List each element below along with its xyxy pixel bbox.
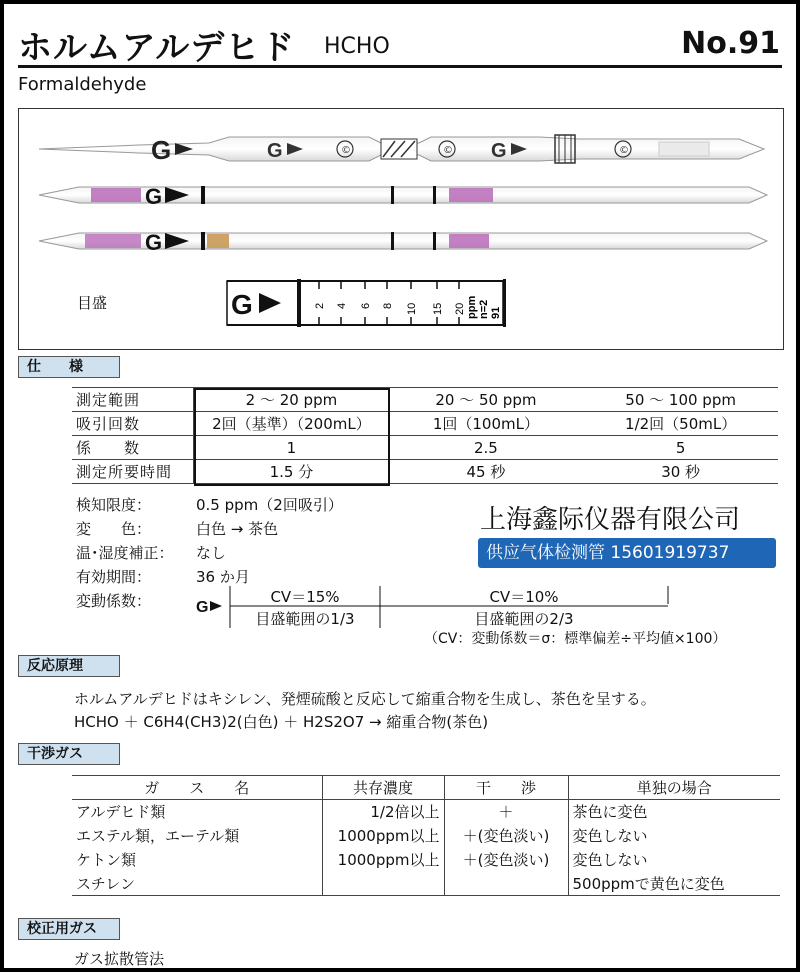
spec-row <box>72 388 778 412</box>
spec-cell: 2回（基準）（200mL） <box>194 412 389 436</box>
cv-value-2: CV＝10% <box>489 588 559 606</box>
document-page <box>4 4 796 968</box>
table-cell <box>444 872 568 896</box>
table-cell: 変色しない <box>572 827 648 845</box>
spec-cell: 2.5 <box>389 436 584 460</box>
copyright-mark: © <box>619 145 629 156</box>
section-reaction: 反応原理 <box>18 655 120 677</box>
table-cell: 500ppmで黄色に変色 <box>568 872 780 896</box>
scale-tick-label: 15 <box>432 302 444 315</box>
scale-tick-label: 8 <box>382 302 394 309</box>
used-tube <box>39 230 767 255</box>
scale-diagram <box>227 279 506 327</box>
table-cell <box>322 872 444 896</box>
tube-illustration <box>18 108 784 350</box>
table-cell: 1/2倍以上 <box>322 800 444 824</box>
table-cell: ＋(変色淡い) <box>444 848 568 872</box>
page-title: ホルムアルデヒド <box>18 28 296 68</box>
table-row <box>72 848 780 872</box>
scale-tick-label: 4 <box>336 302 348 309</box>
reaction-text: ホルムアルデヒドはキシレン、発煙硫酸と反応して縮重合物を生成し、茶色を呈する。 <box>74 690 656 708</box>
g-logo: G <box>267 140 283 162</box>
detail-row <box>76 518 278 539</box>
table-cell: 1000ppm以上 <box>322 848 444 872</box>
spec-row-label: 測定所要時間 <box>72 460 194 484</box>
standard-range-frame <box>194 388 390 486</box>
scale-tick-label: 10 <box>406 302 418 315</box>
detail-label: 変動係数： <box>76 592 152 610</box>
table-cell: ＋(変色淡い) <box>444 824 568 848</box>
cv-note: （CV：変動係数＝σ：標準偏差÷平均値×100） <box>424 631 727 647</box>
section-spec: 仕 様 <box>18 356 120 378</box>
cv-range-2: 目盛範囲の2/3 <box>474 610 574 628</box>
scale-tick-label: 2 <box>314 302 326 309</box>
tube-number: No.91 <box>681 26 780 61</box>
col-header: 単独の場合 <box>568 776 780 800</box>
g-logo: G <box>196 599 209 616</box>
spec-cell: 1回（100mL） <box>389 412 584 436</box>
spec-table <box>72 387 778 484</box>
col-header: 干 渉 <box>444 776 568 800</box>
spec-row-label: 測定範囲 <box>72 388 194 412</box>
spec-row-label: 係 数 <box>72 436 194 460</box>
reaction-formula: HCHO ＋ C6H4(CH3)2(白色) ＋ H2S2O7 → 縮重合物(茶色) <box>74 713 489 731</box>
detail-value: 36 か月 <box>196 568 250 586</box>
section-interference: 干渉ガス <box>18 743 120 765</box>
detail-value: なし <box>196 544 227 562</box>
title-bar <box>18 18 782 68</box>
cv-value-1: CV＝15% <box>270 588 340 606</box>
scale-label: 目盛 <box>77 294 108 312</box>
table-cell: アルデヒド類 <box>72 800 322 824</box>
g-logo: G <box>151 135 172 165</box>
scale-n-label: n=2 <box>478 299 490 319</box>
table-cell: 1000ppm以上 <box>322 824 444 848</box>
table-row <box>72 800 780 824</box>
outer-tube <box>39 135 764 165</box>
spec-cell: 2 ～ 20 ppm <box>194 388 389 412</box>
spec-cell: 20 ～ 50 ppm <box>389 388 584 412</box>
detail-label: 変 色： <box>76 520 152 538</box>
spec-row <box>72 436 778 460</box>
tube-drawing <box>19 109 785 351</box>
cv-range-1: 目盛範囲の1/3 <box>255 610 355 628</box>
page-subtitle: Formaldehyde <box>18 74 147 95</box>
copyright-mark: © <box>443 145 453 156</box>
unused-tube <box>39 184 767 209</box>
detail-row <box>76 542 226 563</box>
g-logo: G <box>231 289 253 320</box>
table-cell: エステル類，エーテル類 <box>72 824 322 848</box>
spec-cell: 1/2回（50mL） <box>583 412 778 436</box>
table-cell: ＋ <box>444 800 568 824</box>
scale-tick-label: 6 <box>360 302 372 309</box>
scale-unit-label: ppm <box>466 295 478 319</box>
g-logo: G <box>491 140 507 162</box>
section-calibration: 校正用ガス <box>18 918 120 940</box>
watermark-company: 上海鑫际仪器有限公司 <box>480 505 741 535</box>
detail-label: 有効期間： <box>76 568 152 586</box>
watermark-contact: 供应气体检测管 15601919737 <box>478 538 776 568</box>
g-logo: G <box>145 184 163 209</box>
spec-cell: 5 <box>583 436 778 460</box>
spec-cell: 30 秒 <box>583 460 778 484</box>
chemical-formula: HCHO <box>324 34 390 59</box>
spec-cell: 45 秒 <box>389 460 584 484</box>
table-row <box>72 824 780 848</box>
spec-cell: 1.5 分 <box>194 460 389 484</box>
calibration-method: ガス拡散管法 <box>74 950 165 968</box>
cv-diagram <box>194 584 674 628</box>
col-header: ガ ス 名 <box>72 776 322 800</box>
g-logo: G <box>145 230 163 255</box>
scale-tick-label: 20 <box>454 302 466 315</box>
table-row <box>72 872 780 896</box>
spec-row <box>72 460 778 484</box>
spec-row-label: 吸引回数 <box>72 412 194 436</box>
detail-value: 0.5 ppm（2回吸引） <box>196 496 343 514</box>
spec-row <box>72 412 778 436</box>
scale-no-label: 91 <box>490 306 502 319</box>
detail-row <box>76 494 343 515</box>
table-cell: スチレン <box>72 872 322 896</box>
table-cell: 茶色に変色 <box>572 803 648 822</box>
detail-value: 白色 → 茶色 <box>196 520 279 538</box>
detail-label: 温･湿度補正： <box>76 544 174 562</box>
spec-cell: 50 ～ 100 ppm <box>583 388 778 412</box>
table-cell: ケトン類 <box>72 848 322 872</box>
table-cell: 変色しない <box>572 851 648 869</box>
detail-row <box>76 590 196 611</box>
interference-table <box>72 775 780 896</box>
spec-cell: 1 <box>194 436 389 460</box>
col-header: 共存濃度 <box>322 776 444 800</box>
detail-label: 検知限度： <box>76 496 152 514</box>
copyright-mark: © <box>341 145 351 156</box>
